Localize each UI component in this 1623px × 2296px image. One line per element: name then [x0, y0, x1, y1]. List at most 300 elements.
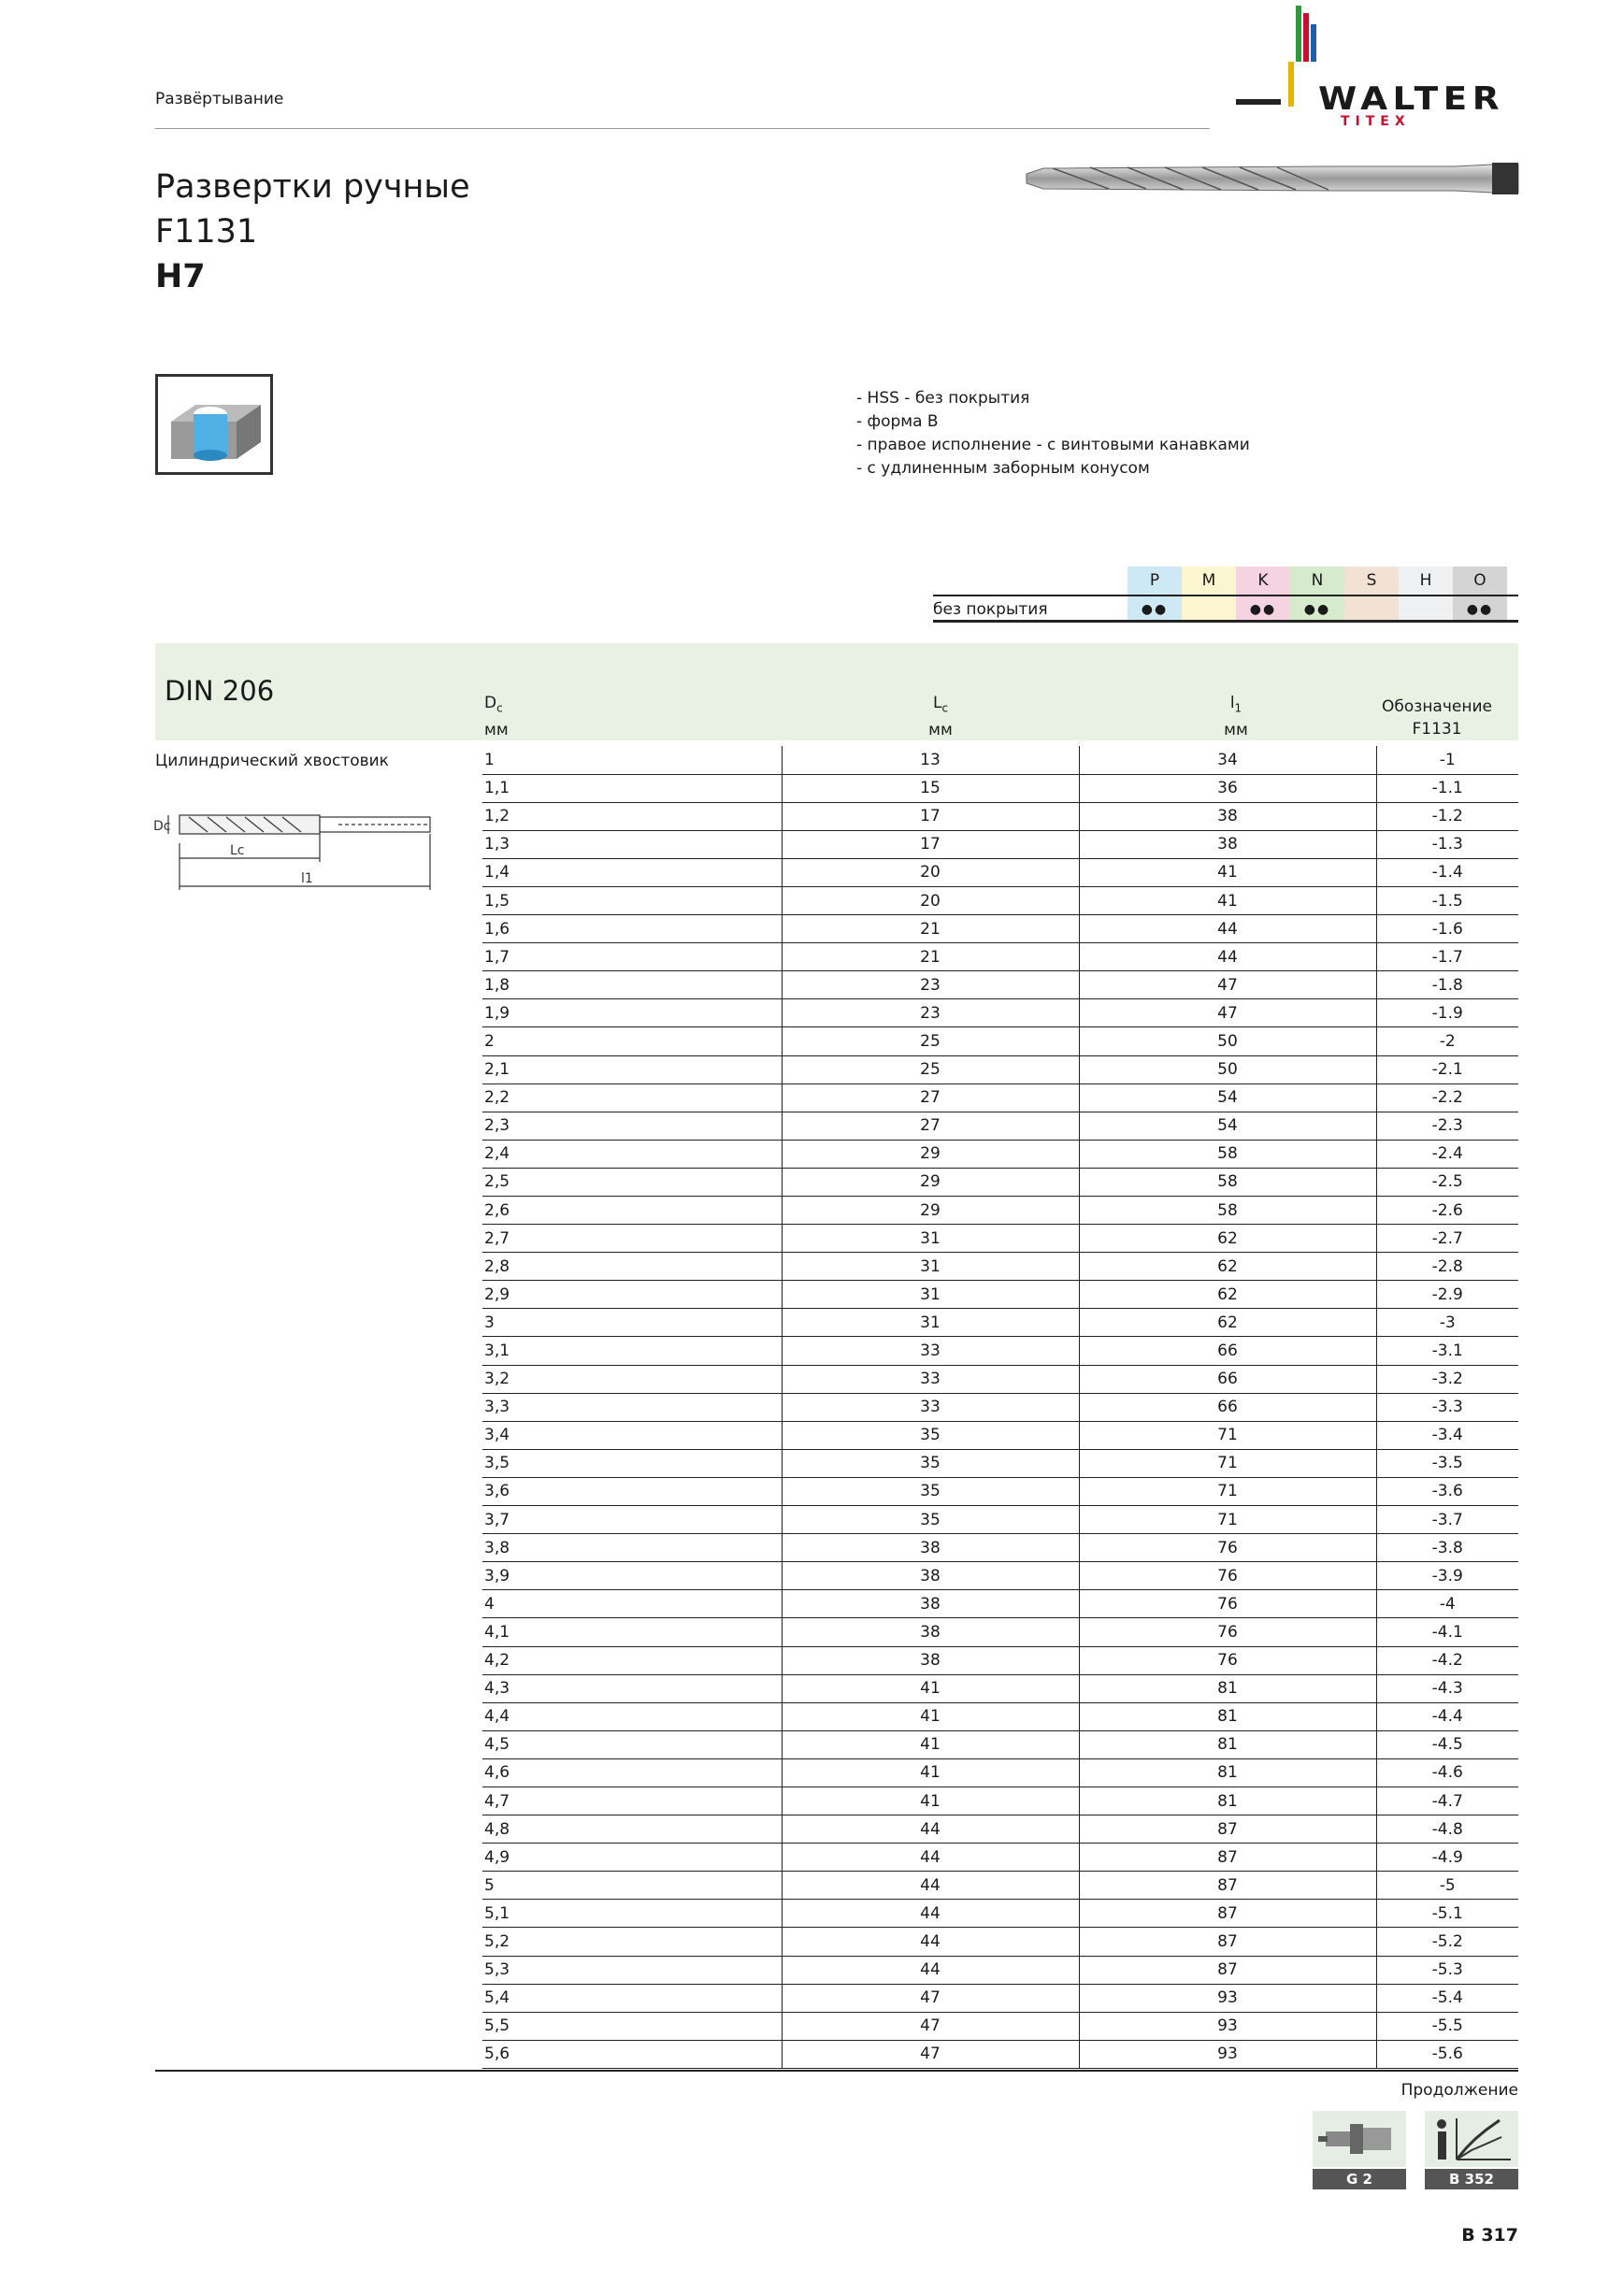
- cell-lc: 44: [782, 1844, 1079, 1872]
- continued-label: Продолжение: [1400, 2081, 1518, 2100]
- table-row: [482, 1477, 1518, 1505]
- cell-designation: -1.8: [1376, 971, 1518, 999]
- cell-l1: 76: [1079, 1534, 1376, 1562]
- cell-dc: 3,2: [482, 1365, 782, 1393]
- cell-l1: 76: [1079, 1618, 1376, 1646]
- cell-dc: 3,3: [482, 1393, 782, 1421]
- table-row: [482, 1928, 1518, 1956]
- material-header-m: M: [1182, 567, 1236, 595]
- cell-l1: 93: [1079, 1984, 1376, 2012]
- cell-dc: 2,7: [482, 1225, 782, 1253]
- cell-lc: 25: [782, 1055, 1079, 1083]
- col-header-lc: [894, 692, 987, 741]
- cell-designation: -2.5: [1376, 1168, 1518, 1196]
- cell-l1: 76: [1079, 1562, 1376, 1590]
- cell-l1: 66: [1079, 1337, 1376, 1365]
- lc-subscript: c: [941, 701, 949, 715]
- table-row: [482, 943, 1518, 971]
- cell-dc: 4,3: [482, 1674, 782, 1702]
- l1-symbol: l: [1229, 694, 1235, 712]
- cell-dc: 4,5: [482, 1730, 782, 1758]
- cell-lc: 25: [782, 1027, 1079, 1055]
- cell-lc: 29: [782, 1197, 1079, 1225]
- cell-designation: -2: [1376, 1027, 1518, 1055]
- table-row: [482, 1449, 1518, 1477]
- cell-l1: 87: [1079, 1956, 1376, 1984]
- material-header-s: S: [1344, 567, 1399, 595]
- cell-designation: -2.2: [1376, 1083, 1518, 1112]
- cell-lc: 17: [782, 830, 1079, 858]
- cell-lc: 21: [782, 943, 1079, 971]
- feature-item: - форма B: [856, 412, 939, 431]
- cell-designation: -2.4: [1376, 1140, 1518, 1168]
- cell-lc: 29: [782, 1168, 1079, 1196]
- cell-l1: 71: [1079, 1477, 1376, 1505]
- dc-unit: мм: [484, 721, 509, 740]
- cell-designation: -4.4: [1376, 1702, 1518, 1730]
- cell-lc: 41: [782, 1730, 1079, 1758]
- tool-holder-icon: [1313, 2111, 1406, 2167]
- cell-lc: 38: [782, 1646, 1079, 1674]
- l1-unit: мм: [1224, 721, 1248, 740]
- cell-dc: 5: [482, 1872, 782, 1900]
- cell-l1: 87: [1079, 1844, 1376, 1872]
- cell-dc: 3,5: [482, 1449, 782, 1477]
- cell-designation: -3.8: [1376, 1534, 1518, 1562]
- cell-designation: -4: [1376, 1590, 1518, 1618]
- cell-lc: 41: [782, 1787, 1079, 1815]
- application-icon: [155, 374, 273, 475]
- cell-l1: 93: [1079, 2040, 1376, 2068]
- table-row: [482, 1590, 1518, 1618]
- cell-designation: -2.7: [1376, 1225, 1518, 1253]
- dimensions-table-body: [482, 746, 1518, 2068]
- cell-dc: 4,4: [482, 1702, 782, 1730]
- table-row: [482, 1674, 1518, 1702]
- cell-dc: 2: [482, 1027, 782, 1055]
- cell-lc: 35: [782, 1421, 1079, 1449]
- logo-line: [1236, 99, 1281, 105]
- cell-designation: -4.3: [1376, 1674, 1518, 1702]
- cell-designation: -1.9: [1376, 999, 1518, 1027]
- cell-l1: 71: [1079, 1421, 1376, 1449]
- col-header-designation: [1367, 696, 1507, 740]
- reamer-image: [1025, 157, 1520, 204]
- cell-designation: -3.6: [1376, 1477, 1518, 1505]
- cell-designation: -1.7: [1376, 943, 1518, 971]
- table-row: [482, 999, 1518, 1027]
- cell-l1: 81: [1079, 1702, 1376, 1730]
- title-line-3: H7: [155, 258, 206, 295]
- table-row: [482, 1083, 1518, 1112]
- cell-lc: 31: [782, 1309, 1079, 1337]
- cell-dc: 3,6: [482, 1477, 782, 1505]
- cell-lc: 41: [782, 1758, 1079, 1787]
- cell-l1: 47: [1079, 971, 1376, 999]
- cell-lc: 31: [782, 1281, 1079, 1309]
- cell-dc: 2,2: [482, 1083, 782, 1112]
- cell-designation: -5.2: [1376, 1928, 1518, 1956]
- cell-dc: 4,8: [482, 1815, 782, 1844]
- drawing-label-lc: Lc: [230, 843, 245, 858]
- cell-dc: 2,9: [482, 1281, 782, 1309]
- cell-dc: 1: [482, 746, 782, 774]
- cell-lc: 47: [782, 2040, 1079, 2068]
- cell-dc: 2,8: [482, 1253, 782, 1281]
- table-bottom-rule: [155, 2070, 1518, 2072]
- cell-dc: 3,7: [482, 1506, 782, 1534]
- lc-symbol: L: [932, 694, 942, 712]
- cell-lc: 33: [782, 1393, 1079, 1421]
- ref-tag-b352: B 352: [1425, 2169, 1518, 2189]
- table-row: [482, 971, 1518, 999]
- cell-designation: -3.2: [1376, 1365, 1518, 1393]
- cell-designation: -4.9: [1376, 1844, 1518, 1872]
- section-label: Развёртывание: [155, 90, 284, 108]
- cell-designation: -1: [1376, 746, 1518, 774]
- drawing-label-dc: Dc: [153, 819, 171, 834]
- dimensions-table: [482, 746, 1518, 2069]
- din-title: DIN 206: [165, 675, 275, 707]
- cell-designation: -1.6: [1376, 915, 1518, 943]
- cell-lc: 21: [782, 915, 1079, 943]
- cell-designation: -3.3: [1376, 1393, 1518, 1421]
- table-row: [482, 1618, 1518, 1646]
- cell-dc: 1,8: [482, 971, 782, 999]
- material-cell-n: ●●: [1290, 596, 1344, 620]
- cell-dc: 1,3: [482, 830, 782, 858]
- table-row: [482, 774, 1518, 802]
- cell-lc: 41: [782, 1702, 1079, 1730]
- cell-lc: 44: [782, 1928, 1079, 1956]
- table-row: [482, 1421, 1518, 1449]
- cell-l1: 93: [1079, 2012, 1376, 2040]
- ref-tag-g2: G 2: [1313, 2169, 1406, 2189]
- cell-l1: 81: [1079, 1758, 1376, 1787]
- cell-designation: -4.7: [1376, 1787, 1518, 1815]
- cell-l1: 87: [1079, 1815, 1376, 1844]
- cell-l1: 62: [1079, 1309, 1376, 1337]
- cell-dc: 1,7: [482, 943, 782, 971]
- cell-lc: 47: [782, 1984, 1079, 2012]
- table-row: [482, 1393, 1518, 1421]
- cell-designation: -5.5: [1376, 2012, 1518, 2040]
- l1-subscript: 1: [1234, 701, 1242, 715]
- table-row: [482, 858, 1518, 886]
- cell-l1: 62: [1079, 1225, 1376, 1253]
- feature-list: [856, 387, 1250, 481]
- cell-lc: 33: [782, 1365, 1079, 1393]
- material-row-label: без покрытия: [933, 600, 1048, 619]
- cell-lc: 27: [782, 1112, 1079, 1140]
- cell-dc: 5,3: [482, 1956, 782, 1984]
- page-number: B 317: [1461, 2225, 1518, 2246]
- cell-l1: 71: [1079, 1449, 1376, 1477]
- cell-dc: 3,8: [482, 1534, 782, 1562]
- cell-dc: 2,5: [482, 1168, 782, 1196]
- cell-lc: 44: [782, 1872, 1079, 1900]
- cell-l1: 44: [1079, 943, 1376, 971]
- table-row: [482, 1702, 1518, 1730]
- cell-l1: 87: [1079, 1872, 1376, 1900]
- table-row: [482, 1534, 1518, 1562]
- cell-dc: 5,5: [482, 2012, 782, 2040]
- page-title: [155, 165, 470, 299]
- cell-lc: 31: [782, 1253, 1079, 1281]
- cell-l1: 50: [1079, 1027, 1376, 1055]
- cell-designation: -2.8: [1376, 1253, 1518, 1281]
- table-row: [482, 1337, 1518, 1365]
- col-header-l1: [1189, 692, 1283, 741]
- table-row: [482, 1562, 1518, 1590]
- cell-l1: 41: [1079, 858, 1376, 886]
- table-row: [482, 1168, 1518, 1196]
- cell-l1: 66: [1079, 1393, 1376, 1421]
- material-header-h: H: [1399, 567, 1453, 595]
- cell-lc: 35: [782, 1477, 1079, 1505]
- cell-designation: -1.5: [1376, 886, 1518, 914]
- table-row: [482, 1140, 1518, 1168]
- table-row: [482, 1815, 1518, 1844]
- cell-l1: 62: [1079, 1253, 1376, 1281]
- cell-dc: 5,1: [482, 1900, 782, 1928]
- info-chart-icon: [1425, 2111, 1518, 2167]
- table-row: [482, 802, 1518, 830]
- cell-lc: 13: [782, 746, 1079, 774]
- cell-dc: 4,7: [482, 1787, 782, 1815]
- cell-designation: -2.6: [1376, 1197, 1518, 1225]
- table-row: [482, 1506, 1518, 1534]
- shank-label: Цилиндрический хвостовик: [155, 752, 389, 770]
- table-row: [482, 830, 1518, 858]
- cell-l1: 54: [1079, 1083, 1376, 1112]
- title-line-1: Развертки ручные: [155, 168, 470, 206]
- cell-designation: -3.9: [1376, 1562, 1518, 1590]
- din-header-band: [155, 643, 1518, 740]
- cell-dc: 2,4: [482, 1140, 782, 1168]
- cell-l1: 34: [1079, 746, 1376, 774]
- cell-l1: 76: [1079, 1590, 1376, 1618]
- cell-designation: -4.1: [1376, 1618, 1518, 1646]
- cell-lc: 38: [782, 1534, 1079, 1562]
- col-header-dc: [484, 692, 509, 741]
- cell-designation: -3.7: [1376, 1506, 1518, 1534]
- cell-lc: 23: [782, 971, 1079, 999]
- table-row: [482, 886, 1518, 914]
- cell-l1: 81: [1079, 1730, 1376, 1758]
- cell-dc: 1,6: [482, 915, 782, 943]
- drawing-label-l1: l1: [301, 871, 313, 886]
- table-row: [482, 1112, 1518, 1140]
- dc-subscript: c: [496, 701, 503, 715]
- table-row: [482, 2040, 1518, 2068]
- cell-designation: -1.2: [1376, 802, 1518, 830]
- cell-dc: 5,2: [482, 1928, 782, 1956]
- cell-lc: 38: [782, 1562, 1079, 1590]
- dc-symbol: D: [484, 694, 497, 712]
- cell-dc: 5,4: [482, 1984, 782, 2012]
- cell-dc: 4,2: [482, 1646, 782, 1674]
- table-row: [482, 1197, 1518, 1225]
- table-row: [482, 746, 1518, 774]
- cell-l1: 66: [1079, 1365, 1376, 1393]
- cell-dc: 1,4: [482, 858, 782, 886]
- cell-l1: 58: [1079, 1140, 1376, 1168]
- cell-dc: 4,1: [482, 1618, 782, 1646]
- logo-brand: WALTER: [1318, 80, 1505, 118]
- material-header-p: P: [1127, 567, 1182, 595]
- cell-designation: -1.1: [1376, 774, 1518, 802]
- cell-l1: 58: [1079, 1197, 1376, 1225]
- cell-dc: 5,6: [482, 2040, 782, 2068]
- table-row: [482, 1872, 1518, 1900]
- table-row: [482, 1365, 1518, 1393]
- material-cell-h: [1399, 596, 1453, 620]
- cell-designation: -1.4: [1376, 858, 1518, 886]
- cell-designation: -4.5: [1376, 1730, 1518, 1758]
- cell-lc: 31: [782, 1225, 1079, 1253]
- cell-lc: 44: [782, 1815, 1079, 1844]
- table-row: [482, 1253, 1518, 1281]
- cell-dc: 3,1: [482, 1337, 782, 1365]
- cell-dc: 4,9: [482, 1844, 782, 1872]
- material-cell-p: ●●: [1127, 596, 1182, 620]
- cell-lc: 27: [782, 1083, 1079, 1112]
- cell-dc: 2,3: [482, 1112, 782, 1140]
- cell-lc: 44: [782, 1956, 1079, 1984]
- material-header-o: O: [1453, 567, 1507, 595]
- cell-designation: -4.2: [1376, 1646, 1518, 1674]
- logo-sub: TITEX: [1341, 114, 1411, 129]
- cell-lc: 20: [782, 886, 1079, 914]
- cell-l1: 71: [1079, 1506, 1376, 1534]
- cell-dc: 1,1: [482, 774, 782, 802]
- ref-icon-g2[interactable]: [1313, 2111, 1406, 2189]
- material-cell-m: [1182, 596, 1236, 620]
- table-row: [482, 1984, 1518, 2012]
- cell-designation: -3: [1376, 1309, 1518, 1337]
- cell-l1: 47: [1079, 999, 1376, 1027]
- cell-l1: 81: [1079, 1674, 1376, 1702]
- cell-designation: -1.3: [1376, 830, 1518, 858]
- table-row: [482, 1758, 1518, 1787]
- cell-l1: 81: [1079, 1787, 1376, 1815]
- cell-lc: 41: [782, 1674, 1079, 1702]
- table-row: [482, 915, 1518, 943]
- feature-item: - правое исполнение - с винтовыми канавками: [856, 436, 1250, 454]
- cell-designation: -5.4: [1376, 1984, 1518, 2012]
- cell-designation: -3.4: [1376, 1421, 1518, 1449]
- cell-l1: 54: [1079, 1112, 1376, 1140]
- cell-l1: 62: [1079, 1281, 1376, 1309]
- table-row: [482, 1844, 1518, 1872]
- cell-lc: 33: [782, 1337, 1079, 1365]
- cell-lc: 29: [782, 1140, 1079, 1168]
- cell-l1: 87: [1079, 1928, 1376, 1956]
- title-line-2: F1131: [155, 213, 258, 251]
- cell-lc: 23: [782, 999, 1079, 1027]
- header-rule: [155, 128, 1210, 129]
- table-row: [482, 1646, 1518, 1674]
- cell-designation: -5: [1376, 1872, 1518, 1900]
- cell-l1: 50: [1079, 1055, 1376, 1083]
- designation-sub: F1131: [1412, 720, 1462, 739]
- cell-dc: 3: [482, 1309, 782, 1337]
- table-row: [482, 1309, 1518, 1337]
- table-row: [482, 1956, 1518, 1984]
- cell-l1: 44: [1079, 915, 1376, 943]
- material-header-n: N: [1290, 567, 1344, 595]
- cell-designation: -5.3: [1376, 1956, 1518, 1984]
- feature-item: - с удлиненным заборным конусом: [856, 459, 1150, 478]
- reamer-dimension-drawing: [151, 796, 441, 899]
- cell-l1: 38: [1079, 830, 1376, 858]
- material-header-k: K: [1236, 567, 1290, 595]
- material-value-row: [933, 595, 1518, 623]
- cell-lc: 38: [782, 1618, 1079, 1646]
- table-row: [482, 2012, 1518, 2040]
- table-row: [482, 1900, 1518, 1928]
- cell-dc: 2,6: [482, 1197, 782, 1225]
- cell-lc: 44: [782, 1900, 1079, 1928]
- table-row: [482, 1281, 1518, 1309]
- material-header-row: [1127, 567, 1518, 595]
- cell-dc: 4,6: [482, 1758, 782, 1787]
- cell-designation: -5.1: [1376, 1900, 1518, 1928]
- cell-lc: 15: [782, 774, 1079, 802]
- cell-l1: 76: [1079, 1646, 1376, 1674]
- cell-lc: 17: [782, 802, 1079, 830]
- cell-designation: -3.1: [1376, 1337, 1518, 1365]
- cell-designation: -4.8: [1376, 1815, 1518, 1844]
- cell-dc: 1,5: [482, 886, 782, 914]
- cell-dc: 2,1: [482, 1055, 782, 1083]
- cell-dc: 4: [482, 1590, 782, 1618]
- cell-lc: 20: [782, 858, 1079, 886]
- feature-item: - HSS - без покрытия: [856, 389, 1030, 408]
- table-row: [482, 1055, 1518, 1083]
- cell-l1: 38: [1079, 802, 1376, 830]
- lc-unit: мм: [928, 721, 953, 740]
- material-cell-s: [1344, 596, 1399, 620]
- cell-dc: 1,9: [482, 999, 782, 1027]
- cell-designation: -2.1: [1376, 1055, 1518, 1083]
- cell-l1: 36: [1079, 774, 1376, 802]
- cell-lc: 38: [782, 1590, 1079, 1618]
- table-row: [482, 1027, 1518, 1055]
- walter-titex-logo: [1236, 58, 1516, 133]
- ref-icon-b352[interactable]: [1425, 2111, 1518, 2189]
- material-table: [933, 567, 1518, 623]
- table-row: [482, 1730, 1518, 1758]
- table-row: [482, 1787, 1518, 1815]
- cell-lc: 47: [782, 2012, 1079, 2040]
- table-row: [482, 1225, 1518, 1253]
- cell-lc: 35: [782, 1506, 1079, 1534]
- cell-designation: -4.6: [1376, 1758, 1518, 1787]
- cell-dc: 1,2: [482, 802, 782, 830]
- cell-designation: -3.5: [1376, 1449, 1518, 1477]
- cell-dc: 3,9: [482, 1562, 782, 1590]
- cell-designation: -5.6: [1376, 2040, 1518, 2068]
- cell-lc: 35: [782, 1449, 1079, 1477]
- designation-label: Обозначение: [1382, 697, 1492, 716]
- cell-designation: -2.3: [1376, 1112, 1518, 1140]
- cell-l1: 58: [1079, 1168, 1376, 1196]
- material-cell-k: ●●: [1236, 596, 1290, 620]
- material-cell-o: ●●: [1453, 596, 1507, 620]
- cell-l1: 41: [1079, 886, 1376, 914]
